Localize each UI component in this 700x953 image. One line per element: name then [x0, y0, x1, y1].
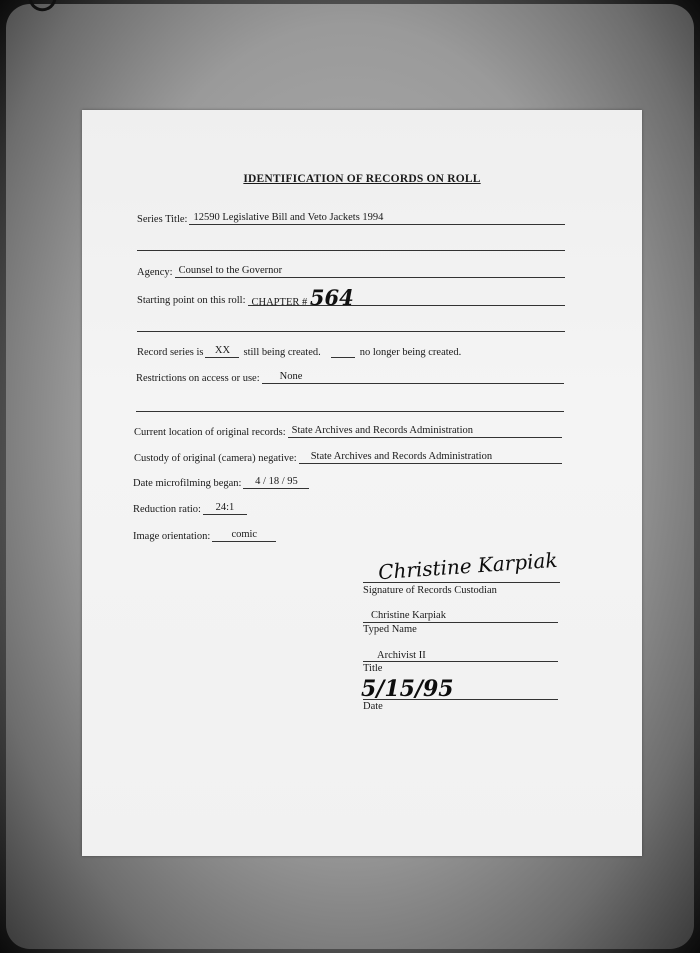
series-title-label: Series Title: — [137, 214, 188, 225]
current-location-label: Current location of original records: — [134, 427, 286, 438]
custodian-signature-handwritten: Christine Karpiak — [377, 547, 559, 585]
record-series-label: Record series is — [137, 347, 204, 358]
orientation-value: comic — [212, 529, 276, 542]
date-began-value: 4 / 18 / 95 — [243, 476, 309, 489]
signature-line — [363, 582, 560, 583]
date-began-label: Date microfilming began: — [133, 478, 242, 489]
title-line — [363, 661, 558, 662]
date-handwritten: 5/15/95 — [361, 676, 454, 702]
form-title: IDENTIFICATION OF RECORDS ON ROLL — [243, 173, 481, 185]
date-began-row — [133, 476, 309, 489]
custody-label: Custody of original (camera) negative: — [134, 453, 297, 464]
current-location-value: State Archives and Records Administration — [288, 425, 562, 438]
current-location-row — [134, 425, 562, 438]
custody-row — [134, 451, 562, 464]
being-created-text: still being created. — [243, 347, 321, 358]
form-page — [82, 110, 642, 856]
restrictions-label: Restrictions on access or use: — [136, 373, 260, 384]
reduction-label: Reduction ratio: — [133, 504, 201, 515]
starting-point-row — [137, 285, 565, 310]
being-created-mark: XX — [205, 345, 239, 358]
record-series-row — [137, 345, 461, 358]
starting-point-value: CHAPTER # — [251, 297, 308, 308]
orientation-row — [133, 529, 276, 542]
starting-point-field — [248, 285, 565, 310]
agency-value: Counsel to the Governor — [175, 265, 565, 278]
blank-line — [137, 250, 565, 251]
title-value: Archivist II — [377, 650, 426, 661]
no-longer-mark — [331, 345, 355, 358]
agency-row — [137, 265, 565, 278]
typed-name-value: Christine Karpiak — [371, 610, 446, 621]
typed-name-caption: Typed Name — [363, 624, 417, 635]
signature-caption: Signature of Records Custodian — [363, 585, 497, 596]
blank-line — [137, 331, 565, 332]
no-longer-text: no longer being created. — [359, 347, 462, 358]
starting-point-label: Starting point on this roll: — [137, 295, 246, 306]
reduction-value: 24:1 — [203, 502, 247, 515]
chapter-number-handwritten: 564 — [309, 285, 354, 310]
typed-name-line — [363, 622, 558, 623]
title-caption: Title — [363, 663, 383, 674]
agency-label: Agency: — [137, 267, 173, 278]
reduction-row — [133, 502, 247, 515]
restrictions-row — [136, 371, 564, 384]
series-title-row — [137, 212, 565, 225]
date-line — [363, 699, 558, 700]
blank-line — [136, 411, 564, 412]
orientation-label: Image orientation: — [133, 531, 211, 542]
restrictions-value: None — [262, 371, 564, 384]
series-title-value: 12590 Legislative Bill and Veto Jackets 1994 — [189, 212, 565, 225]
date-caption: Date — [363, 701, 383, 712]
custody-value: State Archives and Records Administration — [299, 451, 562, 464]
